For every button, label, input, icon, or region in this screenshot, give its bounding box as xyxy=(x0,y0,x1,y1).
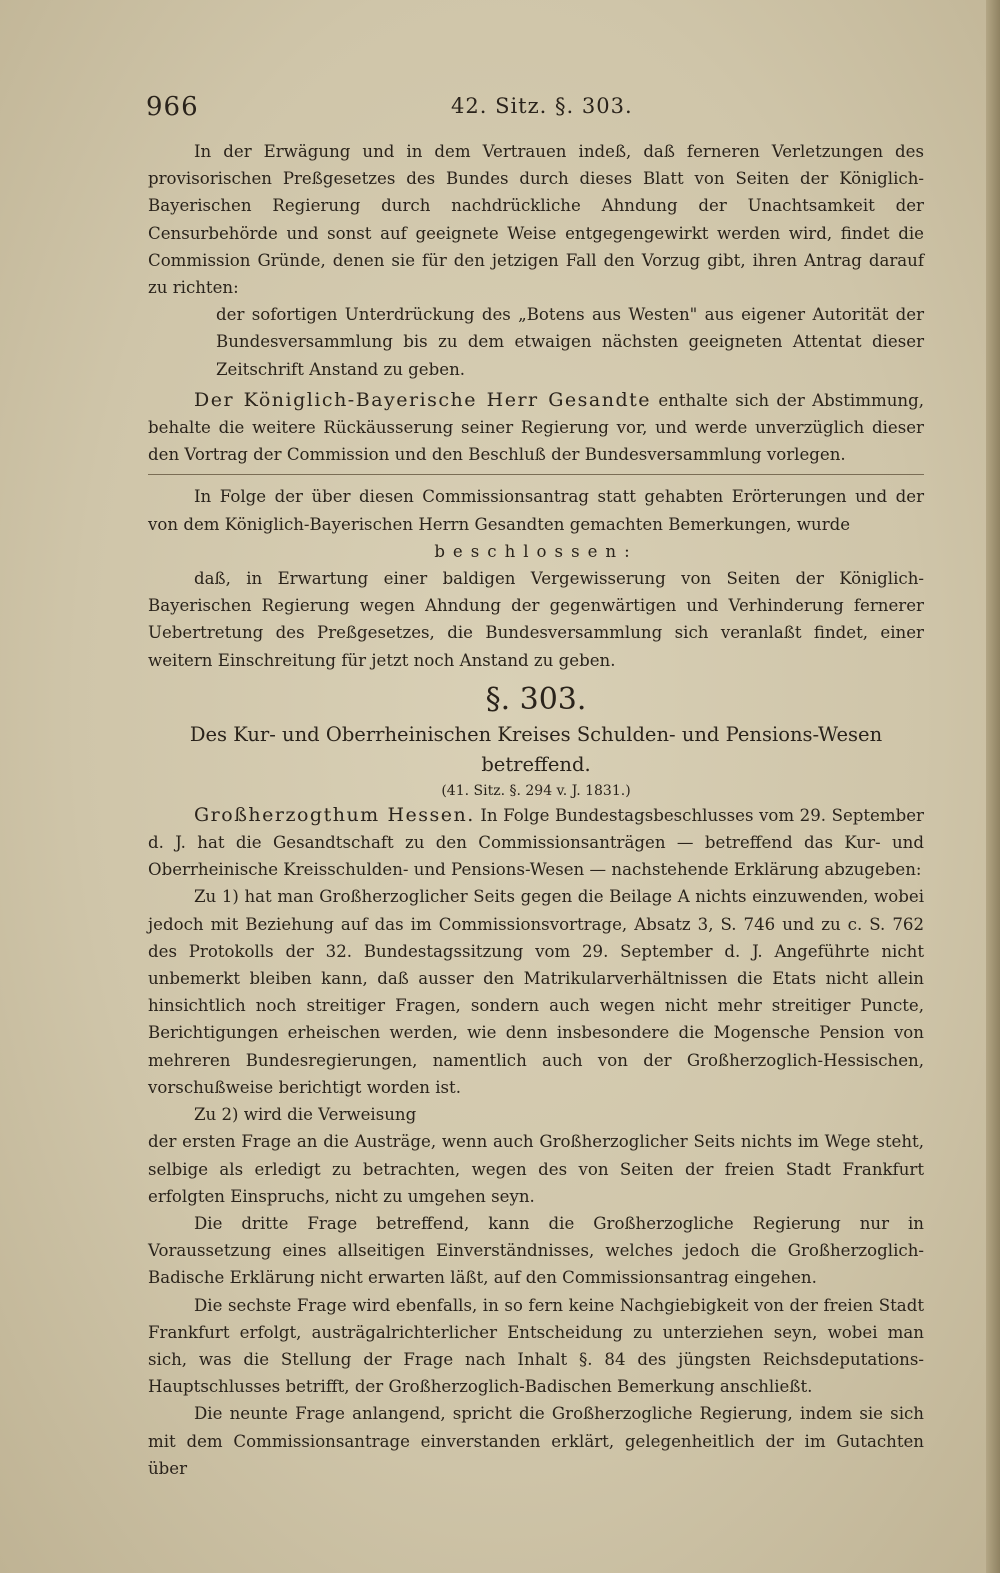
paragraph-discussion: In Folge der über diesen Commissionsantrag statt gehabten Erörterungen und der von dem Königlich-Bayerischen Herrn Gesandten gemachten Bemerkungen, wurde xyxy=(148,487,924,534)
paragraph-sixth-question: Die sechste Frage wird ebenfalls, in so fern keine Nachgiebigkeit von der freien Stadt Frankfurt erfolgt, austrägalrichterlicher Entscheidung zu unterziehen seyn, wobei man sich, was die Stellung der Frage nach Inhalt §. 84 des jüngsten Reichsdeputations-Hauptschlusses betrifft, der Großherzoglich-Badischen Bemerkung anschließt. xyxy=(148,1295,924,1397)
paragraph-lead: Großherzogthum Hessen. xyxy=(194,803,475,826)
paragraph-text: enthalte sich der Abstimmung, behalte die weitere Rückäusserung seiner Regierung vor, und werde unverzüglich dieser den Vortrag der Commission und den Beschluß der Bundesversammlung vorlegen. xyxy=(148,390,924,465)
paragraph-lead: Der Königlich-Bayerische Herr Gesandte xyxy=(194,388,652,411)
paragraph-text: In Folge Bundestagsbeschlusses vom 29. September d. J. hat die Gesandtschaft zu den Commissionsanträgen — betreffend das Kur- und Oberrheinische Kreisschulden- und Pensions-Wesen — nachstehende Erklärung abzugeben: xyxy=(148,805,924,880)
page-header xyxy=(146,92,916,132)
section-reference: (41. Sitz. §. 294 v. J. 1831.) xyxy=(441,782,631,799)
paragraph-third-question: Die dritte Frage betreffend, kann die Großherzogliche Regierung nur in Voraussetzung eines allseitigen Einverständnisses, welches jedoch die Großherzoglich-Badische Erklärung nicht erwarten läßt, auf den Commissionsantrag eingehen. xyxy=(148,1213,924,1288)
page-body xyxy=(148,138,924,1482)
section-number: §. 303. xyxy=(485,681,587,717)
paragraph-hesse xyxy=(148,802,924,884)
paragraph-bavarian-envoy xyxy=(148,387,924,469)
paragraph-point-1: Zu 1) hat man Großherzoglicher Seits gegen die Beilage A nichts einzuwenden, wobei jedoch mit Beziehung auf das im Commissionsvortrage, Absatz 3, S. 746 und zu c. S. 762 des Protokolls der 32. Bundestagssitzung vom 29. September d. J. Angeführte nicht unbemerkt bleiben kann, daß ausser den Matrikularverhältnissen die Etats nicht allein hinsichtlich noch streitiger Fragen, sondern auch wegen nicht mehr streitiger Puncte, Berichtigungen erheischen werden, wie denn insbesondere die Mogensche Pension von mehreren Bundesregierungen, namentlich auch von der Großherzoglich-Hessischen, vorschußweise berichtigt worden ist. xyxy=(148,887,924,1097)
page-number: 966 xyxy=(146,92,199,122)
paragraph-ninth-question: Die neunte Frage anlangend, spricht die Großherzogliche Regierung, indem sie sich mit dem Commissionsantrage einverstanden erklärt, gelegenheitlich der im Gutachten über xyxy=(148,1404,924,1478)
divider-rule xyxy=(148,474,924,475)
paragraph-considering: In der Erwägung und in dem Vertrauen indeß, daß ferneren Verletzungen des provisorischen Preßgesetzes des Bundes durch dieses Blatt von Seiten der Königlich-Bayerischen Regierung durch nachdrückliche Ahndung der Unachtsamkeit der Censurbehörde und sonst auf geeignete Weise entgegengewirkt werden wird, findet die Commission Gründe, denen sie für den jetzigen Fall den Vorzug gibt, ihren Antrag darauf zu richten: xyxy=(148,142,924,298)
paragraph-motion: der sofortigen Unterdrückung des „Botens aus Westen" aus eigener Autorität der Bundesversammlung bis zu dem etwaigen nächsten geeigneten Attentat dieser Zeitschrift Anstand zu geben. xyxy=(216,305,924,379)
section-title: Des Kur- und Oberrheinischen Kreises Schulden- und Pensions-Wesen betreffend. xyxy=(189,722,883,776)
paragraph-point-2: Zu 2) wird die Verweisung xyxy=(194,1105,417,1125)
decision-heading: beschlossen: xyxy=(434,541,638,561)
running-head: 42. Sitz. §. 303. xyxy=(451,94,633,118)
paragraph-first-question: der ersten Frage an die Austräge, wenn auch Großherzoglicher Seits nichts im Wege steht, selbige als erledigt zu betrachten, wegen des von Seiten der freien Stadt Frankfurt erfolgten Einspruchs, nicht zu umgehen seyn. xyxy=(148,1132,924,1206)
paragraph-resolution: daß, in Erwartung einer baldigen Vergewisserung von Seiten der Königlich-Bayerischen Regierung wegen Ahndung der gegenwärtigen und Verhinderung fernerer Uebertretung des Preßgesetzes, die Bundesversammlung sich veranlaßt findet, einer weitern Einschreitung für jetzt noch Anstand zu geben. xyxy=(148,569,924,670)
page-edge xyxy=(986,0,1000,1573)
